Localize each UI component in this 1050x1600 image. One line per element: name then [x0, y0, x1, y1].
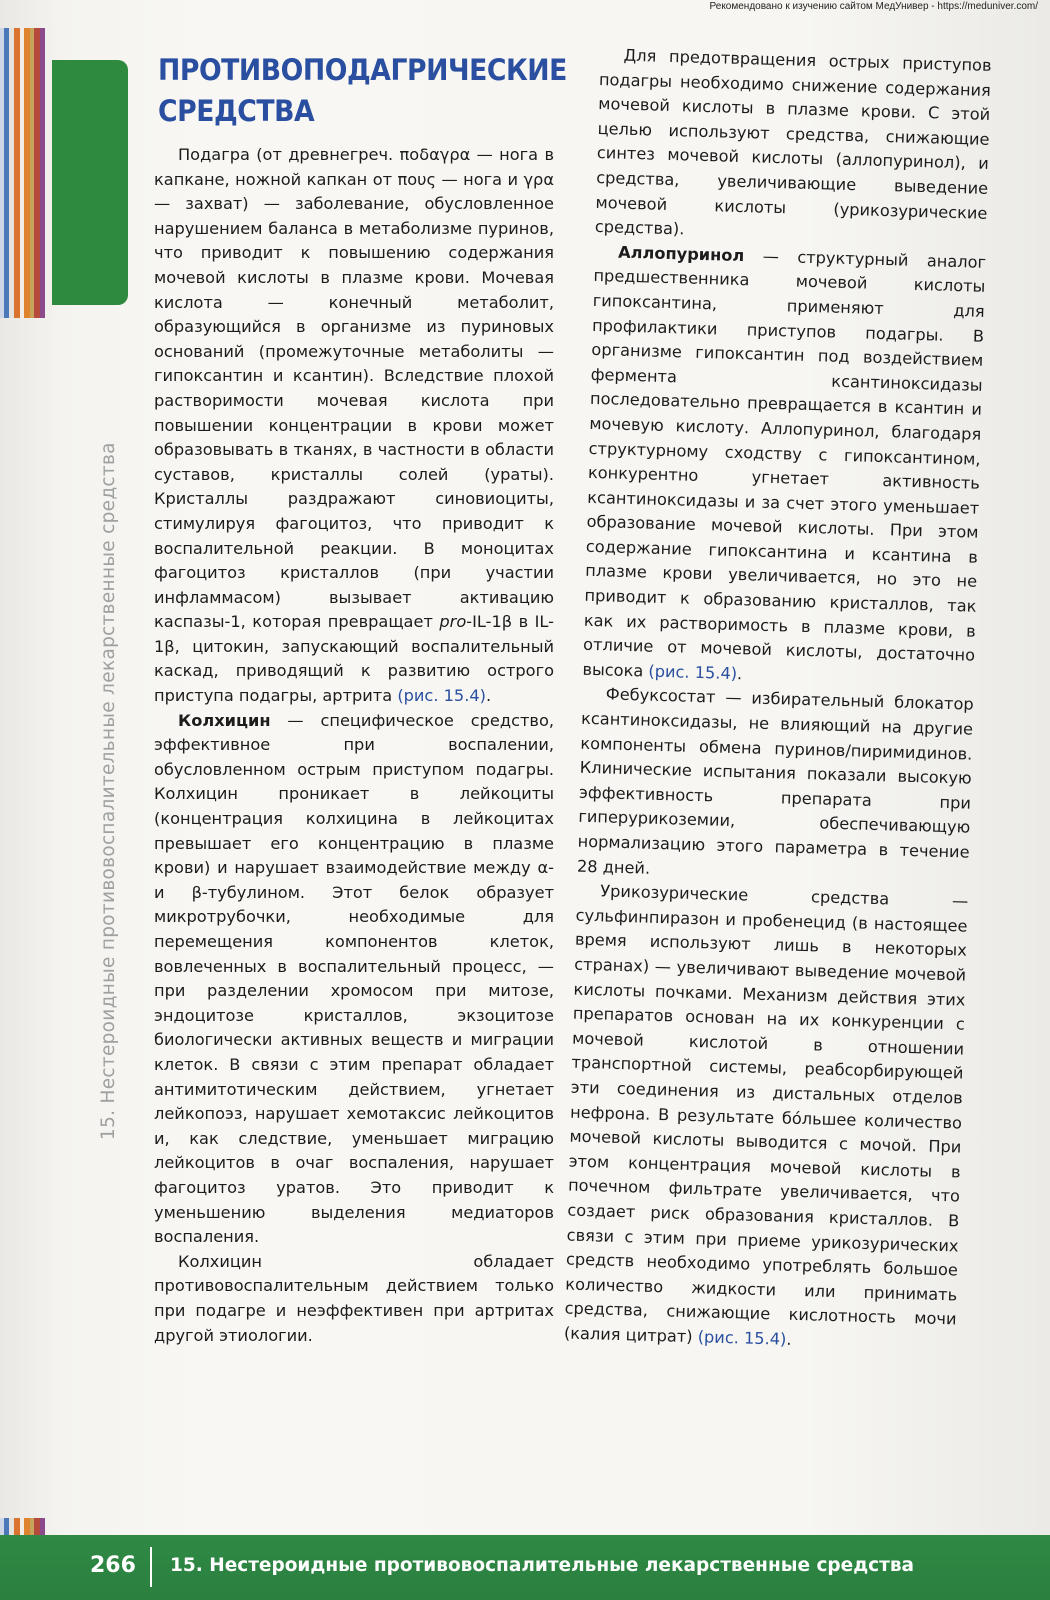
paragraph-text: . [485, 686, 492, 706]
paragraph-gout-definition [154, 143, 554, 709]
figure-reference-link[interactable]: (рис. 15.4) [397, 686, 486, 706]
paragraph-prevention: Для предотвращения острых приступов подагры необходимо снижение содержания мочевой кислоты в плазме крови. С этой целью используют средства, снижающие синтез мочевой кислоты (аллопуринол), и средства, увеличивающие выведение мочевой кислоты (урикозурические средства). [594, 45, 992, 239]
section-title-line2: СРЕДСТВА [158, 94, 315, 128]
term-allopurinol: Аллопуринол [617, 242, 745, 265]
section-title [158, 50, 567, 132]
section-title-line1: ПРОТИВОПОДАГРИЧЕСКИЕ [158, 53, 567, 87]
chapter-tab [52, 60, 128, 305]
footer-divider [150, 1547, 152, 1587]
paragraph-colchicine-note: Колхицин обладает противовоспалительным действием только при подагре и неэффективен при артритах другой этиологии. [154, 1251, 554, 1345]
paragraph-text: Урикозурические средства — сульфинпиразон и пробенецид (в настоящее время используют лишь в некоторых странах) — увеличивают выведение мочевой кислоты почками. Механизм действия этих препаратов основан на их конкуренции с мочевой кислотой в отношении транспортной системы, реабсорбирующей эти соединения из дистальных отделов нефрона. В результате бóльшее количество мочевой кислоты выводится с мочой. При этом концентрация мочевой кислоты в почечном фильтрате увеличивается, что создает риск образования кристаллов. В связи с этим при приеме урикозурических средств необходимо употреблять большое количество жидкости или принимать средства, снижающие кислотность мочи (калия цитрат) [563, 881, 969, 1347]
watermark-text: Рекомендовано к изучению сайтом МедУнивер - https://meduniver.com/ [709, 1, 1038, 12]
paragraph-colchicine [154, 709, 554, 1250]
footer-chapter-title: 15. Нестероидные противовоспалительные лекарственные средства [170, 1555, 915, 1576]
paragraph-text: Подагра (от древнегреч. ποδαγρα — нога в капкане, ножной капкан от πους — нога и γρα — захват) — заболевание, обусловленное нарушением баланса в метаболизме пуринов, что приводит к повышению содержания мочевой кислоты в плазме крови. Мочевая кислота — конечный метаболит, образующийся в организме из пуриновых оснований (промежуточные метаболиты — гипоксантин и ксантин). Вследствие плохой растворимости мочевая кислота при повышении концентрации в крови может образовывать в тканях, в частности в области суставов, кристаллы солей (ураты). Кристаллы раздражают синовиоциты, стимулируя фагоцитоз, что приводит к воспалительной реакции. В моноцитах фагоцитоз кристаллов (при участии инфламмасом) вызывает активацию каспазы-1, которая превращает [154, 145, 554, 632]
paragraph-uricosuric [564, 879, 969, 1357]
figure-reference-link[interactable]: (рис. 15.4) [648, 661, 738, 683]
paragraph-allopurinol [582, 240, 986, 693]
italic-pro: pro [439, 612, 467, 632]
paragraph-text: . [786, 1329, 792, 1349]
chapter-side-label: 15. Нестероидные противовоспалительные лекарственные средства [98, 442, 119, 1140]
paragraph-text: — структурный аналог предшественника мочевой кислоты гипоксантина, применяют для профилактики приступов подагры. В организме гипоксантин под воздействием фермента ксантиноксидазы последовательно превращается в ксантин и мочевую кислоту. Аллопуринол, благодаря структурному сходству с гипоксантином, конкурентно угнетает активность ксантиноксидазы и за счет этого уменьшает образование мочевой кислоты. При этом содержание гипоксантина и ксантина в плазме крови увеличивается, но это не приводит к образованию кристаллов, так как их растворимость в плазме крови, в отличие от мочевой кислоты, достаточно высока [582, 245, 987, 681]
figure-reference-link[interactable]: (рис. 15.4) [697, 1327, 787, 1349]
paragraph-text: . [736, 663, 743, 684]
paragraph-text: — специфическое средство, эффективное при воспалении, обусловленном острым приступом подагры. Колхицин проникает в лейкоциты (концентрация колхицина в лейкоцитах превышает его концентрацию в плазме крови) и нарушает взаимодействие между α- и β-тубулином. Этот белок образует микротрубочки, необходимые для перемещения компонентов клеток, вовлеченных в воспалительный процесс, — при разделении хромосом при митозе, эндоцитозе кристаллов, экзоцитозе биологически активных веществ и миграции клеток. В связи с этим препарат обладает антимитотическим действием, угнетает лейкопоэз, нарушает хемотаксис лейкоцитов и, как следствие, уменьшает миграцию лейкоцитов в очаг воспаления, нарушает фагоцитоз уратов. Это приводит к уменьшению выделения медиаторов воспаления. [154, 710, 554, 1247]
paragraph-text: -IL-1β в IL-1β, цитокин, запускающий воспалительный каскад, приводящий к развитию острого приступа подагры, артрита [154, 612, 554, 706]
term-colchicine: Колхицин [178, 710, 271, 730]
left-text-column [154, 143, 554, 1348]
page-number: 266 [90, 1553, 136, 1578]
paragraph-febuxostat: Фебуксостат — избирательный блокатор ксантиноксидазы, не влияющий на другие компоненты обмена пуринов/пиримидинов. Клинические испытания показали высокую эффективность препарата при гиперурикоземии, обеспечивающую нормализацию этого параметра в течение 28 дней. [576, 684, 974, 878]
page-edge-stripes-top [0, 28, 60, 318]
right-text-column [564, 43, 992, 1357]
